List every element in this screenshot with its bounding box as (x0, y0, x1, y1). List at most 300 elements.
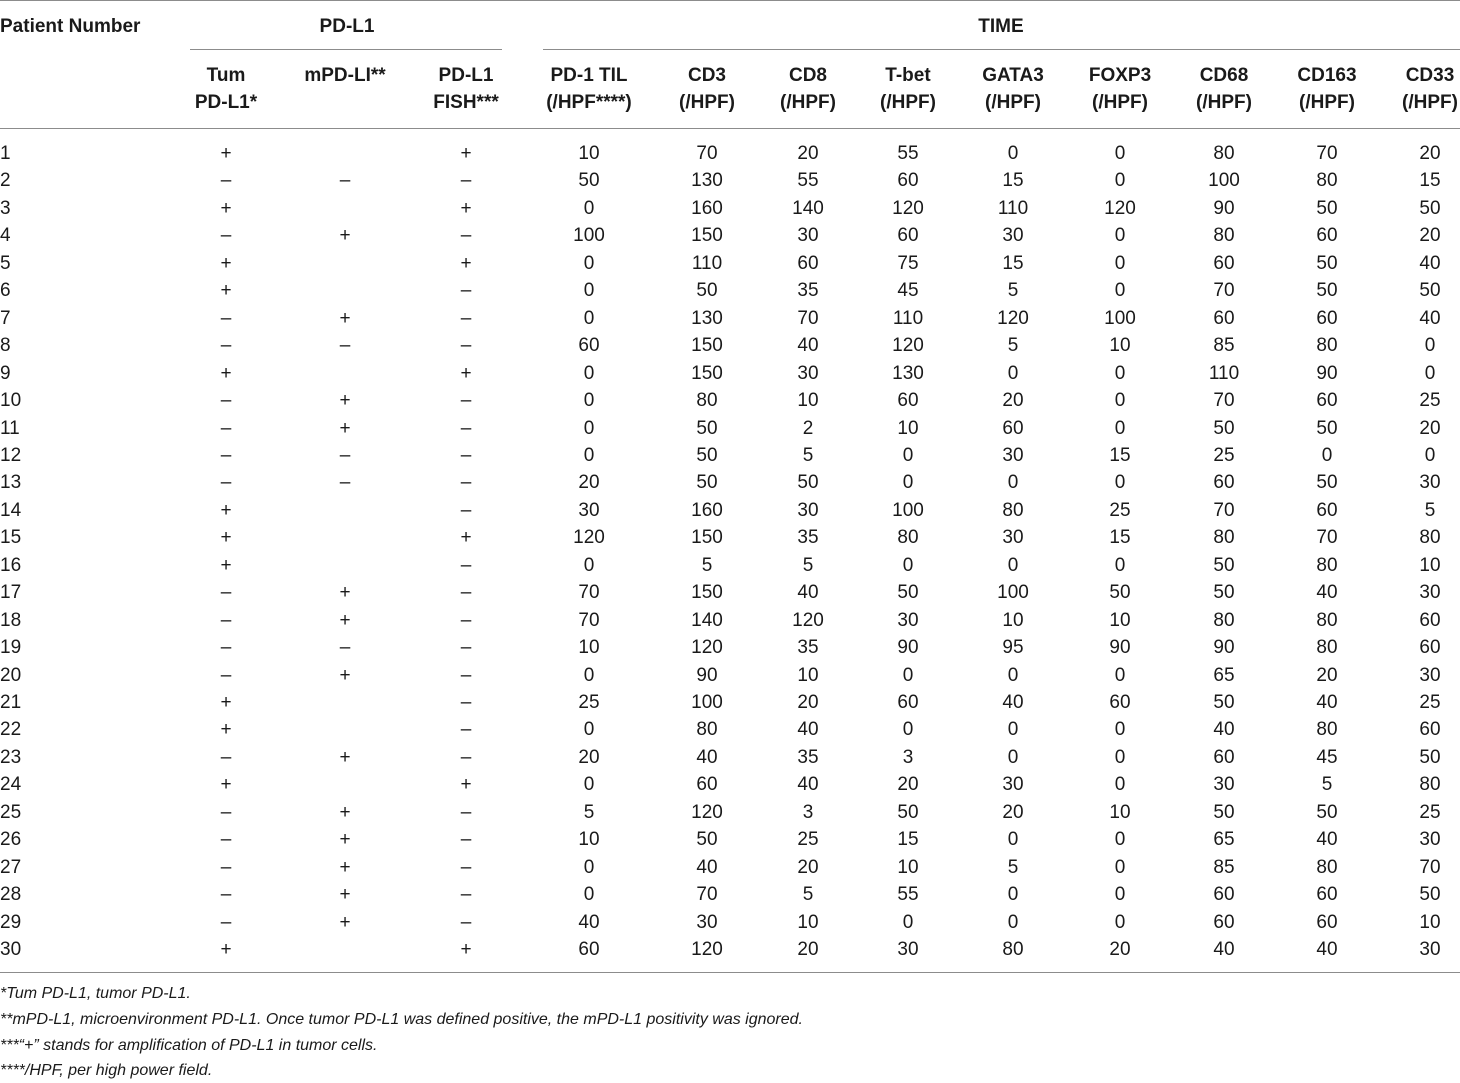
cd163-cell: 80 (1316, 170, 1338, 192)
cd68-cell: 60 (1213, 472, 1235, 494)
cd8-cell: 5 (802, 444, 814, 466)
column-header-line: CD8 (788, 65, 827, 86)
cd163-cell: 60 (1316, 884, 1338, 906)
cd68-cell: 60 (1213, 252, 1235, 274)
cd163-cell: 50 (1316, 801, 1338, 823)
cd68-cell: 80 (1213, 225, 1235, 247)
patient-number-cell: 2 (0, 170, 11, 192)
tbet-cell: 120 (892, 335, 924, 357)
cd8-cell: 35 (797, 746, 819, 768)
cd3-cell: 80 (696, 719, 718, 741)
patient-number-header: Patient Number (0, 16, 141, 37)
mpdl1-cell: + (339, 856, 351, 878)
cd33-cell: 50 (1419, 280, 1441, 302)
tbet-cell: 30 (897, 609, 919, 631)
cd33-cell: 20 (1419, 225, 1441, 247)
cd163-cell: 45 (1316, 746, 1338, 768)
column-header-line: CD33 (1405, 65, 1455, 86)
tbet-cell: 0 (902, 444, 914, 466)
cd3-cell: 150 (691, 335, 723, 357)
column-header-line: PD-L1* (194, 92, 258, 113)
cd33-cell: 0 (1424, 335, 1436, 357)
tbet-cell: 15 (897, 829, 919, 851)
cd68-cell: 90 (1213, 197, 1235, 219)
patient-number-cell: 7 (0, 307, 11, 329)
cd33-cell: 50 (1419, 884, 1441, 906)
mpdl1-cell: + (339, 884, 351, 906)
cd163-cell: 60 (1316, 225, 1338, 247)
foxp3-cell: 120 (1104, 197, 1136, 219)
cd33-cell: 5 (1424, 499, 1436, 521)
tbet-cell: 3 (902, 746, 914, 768)
cd3-cell: 70 (696, 143, 718, 164)
pdl1-fish-cell: + (460, 197, 472, 219)
cd3-cell: 70 (696, 884, 718, 906)
tum-pdl1-cell: – (220, 417, 232, 439)
cd33-cell: 60 (1419, 719, 1441, 741)
pd1-til-cell: 5 (583, 801, 595, 823)
foxp3-cell: 15 (1109, 527, 1131, 549)
tbet-cell: 80 (897, 527, 919, 549)
patient-number-cell: 6 (0, 280, 11, 302)
pdl1-fish-cell: – (460, 307, 472, 329)
column-header-line: FOXP3 (1088, 65, 1152, 86)
cd8-cell: 70 (797, 307, 819, 329)
cd3-cell: 110 (691, 252, 723, 274)
time-group-header: TIME (978, 16, 1024, 37)
cd68-cell: 40 (1213, 939, 1235, 961)
cd3-cell: 120 (691, 637, 723, 659)
mpdl1-cell: + (339, 829, 351, 851)
cd33-cell: 15 (1419, 170, 1441, 192)
gata3-cell: 120 (997, 307, 1029, 329)
pdl1-fish-cell: – (460, 225, 472, 247)
cd8-cell: 10 (797, 911, 819, 933)
tbet-cell: 55 (897, 884, 919, 906)
tbet-cell: 0 (902, 719, 914, 741)
foxp3-cell: 25 (1109, 499, 1131, 521)
pd1-til-cell: 20 (578, 472, 600, 494)
tbet-cell: 55 (897, 143, 919, 164)
mpdl1-cell: + (339, 801, 351, 823)
cd8-cell: 120 (792, 609, 824, 631)
tbet-cell: 90 (897, 637, 919, 659)
pd1-til-cell: 0 (583, 280, 595, 302)
pdl1-fish-cell: – (460, 746, 472, 768)
cd3-cell: 120 (691, 801, 723, 823)
pd1-til-cell: 60 (578, 939, 600, 961)
mpdl1-cell: – (339, 444, 351, 466)
pd1-til-cell: 0 (583, 774, 595, 796)
cd3-cell: 50 (696, 280, 718, 302)
mpdl1-cell: + (339, 417, 351, 439)
pdl1-fish-cell: + (460, 143, 472, 164)
patient-number-cell: 4 (0, 225, 11, 247)
gata3-cell: 0 (1007, 362, 1019, 384)
cd8-cell: 60 (797, 252, 819, 274)
cd163-cell: 50 (1316, 472, 1338, 494)
cd68-cell: 50 (1213, 801, 1235, 823)
cd8-cell: 40 (797, 582, 819, 604)
cd3-cell: 5 (701, 554, 713, 576)
tum-pdl1-cell: + (220, 499, 232, 521)
pd1-til-cell: 0 (583, 390, 595, 412)
gata3-cell: 110 (997, 197, 1029, 219)
column-header-line: (/HPF****) (546, 92, 632, 113)
mpdl1-cell: + (339, 746, 351, 768)
cd163-cell: 60 (1316, 911, 1338, 933)
foxp3-cell: 0 (1114, 719, 1126, 741)
tbet-cell: 50 (897, 801, 919, 823)
cd8-cell: 140 (792, 197, 824, 219)
tum-pdl1-cell: – (220, 335, 232, 357)
cd68-cell: 65 (1213, 829, 1235, 851)
cd33-cell: 40 (1419, 252, 1441, 274)
column-header-line: T-bet (885, 65, 931, 86)
cd33-cell: 10 (1419, 554, 1441, 576)
cd68-cell: 50 (1213, 692, 1235, 713)
gata3-cell: 0 (1007, 143, 1019, 164)
patient-number-cell: 5 (0, 252, 11, 274)
tum-pdl1-cell: + (220, 939, 232, 961)
footnote: **mPD-L1, microenvironment PD-L1. Once tumor PD-L1 was defined positive, the mPD-L1 positivity was ignored. (0, 1011, 803, 1028)
cd8-cell: 20 (797, 856, 819, 878)
mpdl1-cell: – (339, 472, 351, 494)
cd8-cell: 35 (797, 637, 819, 659)
column-header-line: CD3 (687, 65, 726, 86)
tum-pdl1-cell: + (220, 554, 232, 576)
cd3-cell: 140 (691, 609, 723, 631)
cd163-cell: 90 (1316, 362, 1338, 384)
cd163-cell: 50 (1316, 417, 1338, 439)
pd1-til-cell: 0 (583, 719, 595, 741)
pdl1-fish-cell: – (460, 664, 472, 686)
foxp3-cell: 0 (1114, 911, 1126, 933)
tum-pdl1-cell: – (220, 444, 232, 466)
cd33-cell: 30 (1419, 664, 1441, 686)
gata3-cell: 30 (1002, 774, 1024, 796)
cd163-cell: 20 (1316, 664, 1338, 686)
cd33-cell: 25 (1419, 692, 1441, 713)
pd1-til-cell: 50 (578, 170, 600, 192)
cd33-cell: 40 (1419, 307, 1441, 329)
cd8-cell: 20 (797, 939, 819, 961)
pdl1-fish-cell: – (460, 417, 472, 439)
cd68-cell: 80 (1213, 143, 1235, 164)
pd1-til-cell: 0 (583, 664, 595, 686)
gata3-cell: 0 (1007, 719, 1019, 741)
tbet-cell: 100 (892, 499, 924, 521)
cd8-cell: 25 (797, 829, 819, 851)
column-header-line: (/HPF) (780, 92, 836, 113)
tum-pdl1-cell: + (220, 143, 232, 164)
gata3-cell: 0 (1007, 664, 1019, 686)
tum-pdl1-cell: + (220, 774, 232, 796)
column-header-line: mPD-LI** (304, 65, 386, 86)
cd163-cell: 50 (1316, 280, 1338, 302)
pdl1-fish-cell: – (460, 719, 472, 741)
cd163-cell: 40 (1316, 829, 1338, 851)
tbet-cell: 0 (902, 911, 914, 933)
gata3-cell: 20 (1002, 390, 1024, 412)
foxp3-cell: 0 (1114, 746, 1126, 768)
cd8-cell: 55 (797, 170, 819, 192)
cd68-cell: 85 (1213, 856, 1235, 878)
gata3-cell: 5 (1007, 280, 1019, 302)
cd8-cell: 35 (797, 280, 819, 302)
cd3-cell: 60 (696, 774, 718, 796)
foxp3-cell: 0 (1114, 829, 1126, 851)
cd8-cell: 20 (797, 143, 819, 164)
column-header-line: (/HPF) (1092, 92, 1148, 113)
cd8-cell: 40 (797, 774, 819, 796)
cd68-cell: 50 (1213, 582, 1235, 604)
cd163-cell: 40 (1316, 939, 1338, 961)
mpdl1-cell: + (339, 390, 351, 412)
foxp3-cell: 0 (1114, 884, 1126, 906)
cd163-cell: 80 (1316, 856, 1338, 878)
cd68-cell: 60 (1213, 307, 1235, 329)
cd68-cell: 50 (1213, 554, 1235, 576)
pd1-til-cell: 10 (578, 143, 600, 164)
tbet-cell: 120 (892, 197, 924, 219)
gata3-cell: 60 (1002, 417, 1024, 439)
column-header-line: Tum (206, 65, 246, 86)
cd68-cell: 60 (1213, 746, 1235, 768)
pd1-til-cell: 0 (583, 362, 595, 384)
column-header-cd33 (1350, 62, 1460, 116)
cd3-cell: 90 (696, 664, 718, 686)
column-header-line: (/HPF) (1196, 92, 1252, 113)
tum-pdl1-cell: – (220, 911, 232, 933)
pdl1-fish-cell: – (460, 170, 472, 192)
tum-pdl1-cell: + (220, 362, 232, 384)
pdl1-fish-cell: – (460, 692, 472, 713)
cd33-cell: 50 (1419, 746, 1441, 768)
mpdl1-cell: – (339, 637, 351, 659)
tbet-cell: 130 (892, 362, 924, 384)
mpdl1-cell: – (339, 170, 351, 192)
pdl1-fish-cell: – (460, 856, 472, 878)
pdl1-fish-cell: + (460, 252, 472, 274)
tum-pdl1-cell: – (220, 609, 232, 631)
footnote: ***“+” stands for amplification of PD-L1 in tumor cells. (0, 1037, 378, 1054)
foxp3-cell: 10 (1109, 609, 1131, 631)
pd1-til-cell: 0 (583, 197, 595, 219)
pd1-til-cell: 25 (578, 692, 600, 713)
pdl1-fish-cell: – (460, 829, 472, 851)
mpdl1-cell: + (339, 582, 351, 604)
cd163-cell: 70 (1316, 527, 1338, 549)
foxp3-cell: 15 (1109, 444, 1131, 466)
gata3-cell: 0 (1007, 829, 1019, 851)
cd8-cell: 50 (797, 472, 819, 494)
cd3-cell: 50 (696, 829, 718, 851)
gata3-cell: 30 (1002, 444, 1024, 466)
pdl1-group-header: PD-L1 (319, 16, 375, 37)
pdl1-fish-cell: – (460, 884, 472, 906)
pdl1-fish-cell: – (460, 911, 472, 933)
tum-pdl1-cell: – (220, 170, 232, 192)
cd3-cell: 130 (691, 307, 723, 329)
cd8-cell: 2 (802, 417, 814, 439)
cd3-cell: 40 (696, 746, 718, 768)
cd68-cell: 60 (1213, 884, 1235, 906)
tum-pdl1-cell: + (220, 197, 232, 219)
pdl1-fish-cell: + (460, 527, 472, 549)
tbet-cell: 60 (897, 170, 919, 192)
foxp3-cell: 0 (1114, 143, 1126, 164)
cd8-cell: 40 (797, 335, 819, 357)
tum-pdl1-cell: – (220, 582, 232, 604)
cd3-cell: 100 (691, 692, 723, 713)
cd68-cell: 90 (1213, 637, 1235, 659)
cd33-cell: 60 (1419, 609, 1441, 631)
foxp3-cell: 0 (1114, 170, 1126, 192)
pdl1-fish-cell: – (460, 390, 472, 412)
tbet-cell: 30 (897, 939, 919, 961)
cd68-cell: 85 (1213, 335, 1235, 357)
foxp3-cell: 0 (1114, 390, 1126, 412)
gata3-cell: 15 (1002, 170, 1024, 192)
foxp3-cell: 0 (1114, 774, 1126, 796)
mpdl1-cell: – (339, 335, 351, 357)
tbet-cell: 0 (902, 664, 914, 686)
gata3-cell: 0 (1007, 554, 1019, 576)
patient-number-cell: 27 (0, 856, 22, 878)
foxp3-cell: 0 (1114, 554, 1126, 576)
tum-pdl1-cell: – (220, 664, 232, 686)
cd3-cell: 160 (691, 499, 723, 521)
mpdl1-cell: + (339, 664, 351, 686)
cd3-cell: 150 (691, 527, 723, 549)
cd163-cell: 80 (1316, 637, 1338, 659)
tbet-cell: 75 (897, 252, 919, 274)
cd163-cell: 40 (1316, 692, 1338, 713)
cd68-cell: 80 (1213, 609, 1235, 631)
pdl1-fish-cell: – (460, 472, 472, 494)
patient-number-cell: 1 (0, 143, 11, 164)
tum-pdl1-cell: – (220, 884, 232, 906)
tum-pdl1-cell: + (220, 252, 232, 274)
patient-number-cell: 25 (0, 801, 22, 823)
tum-pdl1-cell: + (220, 527, 232, 549)
pdl1-fish-cell: – (460, 499, 472, 521)
column-header-line: (/HPF) (1402, 92, 1458, 113)
cd33-cell: 30 (1419, 582, 1441, 604)
patient-number-cell: 11 (0, 417, 20, 439)
cd8-cell: 5 (802, 554, 814, 576)
gata3-cell: 0 (1007, 911, 1019, 933)
cd33-cell: 0 (1424, 444, 1436, 466)
cd8-cell: 20 (797, 692, 819, 713)
gata3-cell: 100 (997, 582, 1029, 604)
tum-pdl1-cell: + (220, 692, 232, 713)
cd33-cell: 30 (1419, 472, 1441, 494)
cd163-cell: 5 (1321, 774, 1333, 796)
cd8-cell: 30 (797, 362, 819, 384)
pdl1-fish-cell: + (460, 362, 472, 384)
tum-pdl1-cell: – (220, 856, 232, 878)
patient-number-cell: 13 (0, 472, 22, 494)
cd8-cell: 3 (802, 801, 814, 823)
mpdl1-cell: + (339, 307, 351, 329)
cd8-cell: 30 (797, 225, 819, 247)
cd3-cell: 40 (696, 856, 718, 878)
cd33-cell: 0 (1424, 362, 1436, 384)
column-header-line: (/HPF) (985, 92, 1041, 113)
pd1-til-cell: 100 (573, 225, 605, 247)
cd163-cell: 80 (1316, 554, 1338, 576)
footnote: *Tum PD-L1, tumor PD-L1. (0, 985, 191, 1002)
foxp3-cell: 100 (1104, 307, 1136, 329)
tum-pdl1-cell: + (220, 280, 232, 302)
gata3-cell: 20 (1002, 801, 1024, 823)
patient-number-cell: 26 (0, 829, 22, 851)
gata3-cell: 95 (1002, 637, 1024, 659)
cd3-cell: 50 (696, 444, 718, 466)
cd33-cell: 20 (1419, 417, 1441, 439)
patient-number-cell: 20 (0, 664, 22, 686)
gata3-cell: 0 (1007, 472, 1019, 494)
foxp3-cell: 0 (1114, 280, 1126, 302)
pd1-til-cell: 60 (578, 335, 600, 357)
cd3-cell: 150 (691, 362, 723, 384)
cd33-cell: 70 (1419, 856, 1441, 878)
cd68-cell: 30 (1213, 774, 1235, 796)
patient-number-cell: 10 (0, 390, 22, 412)
patient-number-cell: 15 (0, 527, 22, 549)
cd33-cell: 25 (1419, 801, 1441, 823)
cd3-cell: 80 (696, 390, 718, 412)
cd163-cell: 60 (1316, 307, 1338, 329)
foxp3-cell: 0 (1114, 472, 1126, 494)
cd163-cell: 60 (1316, 390, 1338, 412)
cd33-cell: 10 (1419, 911, 1441, 933)
cd68-cell: 80 (1213, 527, 1235, 549)
gata3-cell: 15 (1002, 252, 1024, 274)
patient-number-cell: 9 (0, 362, 11, 384)
cd68-cell: 60 (1213, 911, 1235, 933)
cd8-cell: 5 (802, 884, 814, 906)
pdl1-fish-cell: – (460, 801, 472, 823)
cd3-cell: 120 (691, 939, 723, 961)
foxp3-cell: 0 (1114, 362, 1126, 384)
cd3-cell: 150 (691, 225, 723, 247)
patient-number-cell: 18 (0, 609, 22, 631)
cd68-cell: 100 (1208, 170, 1240, 192)
cd33-cell: 80 (1419, 527, 1441, 549)
mpdl1-cell: + (339, 609, 351, 631)
gata3-cell: 80 (1002, 499, 1024, 521)
cd3-cell: 150 (691, 582, 723, 604)
gata3-cell: 0 (1007, 884, 1019, 906)
pd1-til-cell: 0 (583, 417, 595, 439)
cd163-cell: 80 (1316, 609, 1338, 631)
gata3-cell: 0 (1007, 746, 1019, 768)
pd1-til-cell: 0 (583, 444, 595, 466)
column-header-line: PD-1 TIL (550, 65, 628, 86)
cd8-cell: 10 (797, 390, 819, 412)
tum-pdl1-cell: – (220, 225, 232, 247)
tum-pdl1-cell: – (220, 801, 232, 823)
pd1-til-cell: 0 (583, 884, 595, 906)
cd3-cell: 50 (696, 472, 718, 494)
cd33-cell: 60 (1419, 637, 1441, 659)
cd68-cell: 65 (1213, 664, 1235, 686)
patient-number-cell: 14 (0, 499, 22, 521)
pdl1-fish-cell: – (460, 335, 472, 357)
